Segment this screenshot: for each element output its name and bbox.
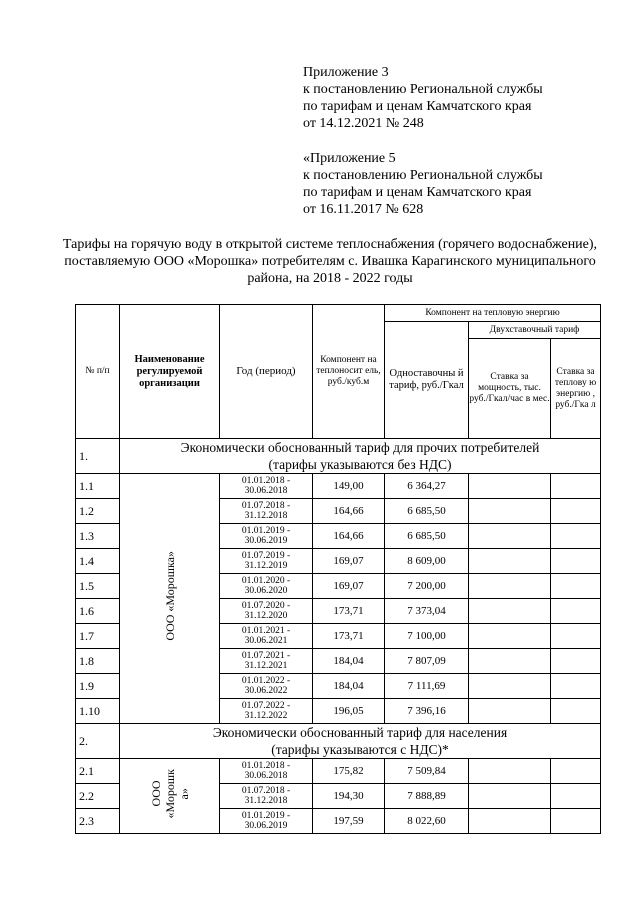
org-name: ООО «Морошка» — [162, 551, 177, 641]
single-rate-value: 6 364,27 — [385, 474, 469, 499]
row-num: 1.8 — [76, 649, 120, 674]
period-cell — [220, 499, 313, 524]
document-title: Тарифы на горячую воду в открытой системе теплоснабжения (горячего водоснабжение), поставляемую ООО «Морошка» потребителям с. Ивашка Карагинского муниципального района, на 2018 - 2022 годы — [62, 237, 598, 286]
org-name-cell — [120, 474, 220, 724]
period-cell — [220, 674, 313, 699]
capacity-rate-value — [469, 599, 551, 624]
carrier-value: 197,59 — [313, 809, 385, 834]
period-start: 01.01.2018 - — [241, 761, 291, 771]
section-num: 1. — [76, 439, 120, 474]
period-start: 01.01.2022 - — [241, 676, 291, 686]
period-end: 30.06.2019 — [244, 821, 288, 831]
appendix-line: по тарифам и ценам Камчатского края — [303, 185, 532, 200]
period-start: 01.01.2021 - — [241, 626, 291, 636]
appendix-line: к постановлению Региональной службы — [303, 168, 543, 183]
carrier-value: 184,04 — [313, 649, 385, 674]
carrier-value: 194,30 — [313, 784, 385, 809]
carrier-value: 184,04 — [313, 674, 385, 699]
period-start: 01.01.2018 - — [241, 476, 291, 486]
carrier-value: 173,71 — [313, 624, 385, 649]
carrier-value: 169,07 — [313, 574, 385, 599]
table-row — [76, 759, 601, 784]
capacity-rate-value — [469, 499, 551, 524]
single-rate-value: 7 100,00 — [385, 624, 469, 649]
period-end: 30.06.2020 — [244, 586, 288, 596]
period-end: 30.06.2022 — [244, 686, 288, 696]
period-end: 31.12.2018 — [244, 511, 288, 521]
single-rate-value: 7 888,89 — [385, 784, 469, 809]
period-cell — [220, 784, 313, 809]
section-title-line: Экономически обоснованный тариф для прочих потребителей — [180, 440, 540, 455]
row-num: 1.6 — [76, 599, 120, 624]
appendix-original — [303, 150, 543, 218]
period-end: 31.12.2022 — [244, 711, 288, 721]
row-num: 1.3 — [76, 524, 120, 549]
row-num: 1.1 — [76, 474, 120, 499]
single-rate-value: 7 111,69 — [385, 674, 469, 699]
energy-rate-value — [551, 759, 601, 784]
org-name-line: ООО — [148, 780, 163, 807]
period-start: 01.01.2019 - — [241, 811, 291, 821]
period-cell — [220, 549, 313, 574]
period-start: 01.07.2020 - — [241, 601, 291, 611]
carrier-value: 164,66 — [313, 524, 385, 549]
period-end: 30.06.2021 — [244, 636, 288, 646]
capacity-rate-value — [469, 549, 551, 574]
appendix-line: к постановлению Региональной службы — [303, 82, 543, 97]
period-end: 31.12.2020 — [244, 611, 288, 621]
carrier-value: 173,71 — [313, 599, 385, 624]
org-name-line: «Морошк — [162, 768, 177, 819]
capacity-rate-value — [469, 524, 551, 549]
org-name-cell — [120, 759, 220, 834]
capacity-rate-value — [469, 784, 551, 809]
row-num: 2.3 — [76, 809, 120, 834]
appendix-line: «Приложение 5 — [303, 151, 396, 166]
period-start: 01.07.2018 - — [241, 501, 291, 511]
appendix-current — [303, 64, 543, 132]
energy-rate-value — [551, 809, 601, 834]
period-end: 30.06.2018 — [244, 771, 288, 781]
row-num: 1.7 — [76, 624, 120, 649]
carrier-value: 175,82 — [313, 759, 385, 784]
period-end: 31.12.2019 — [244, 561, 288, 571]
period-start: 01.01.2020 - — [241, 576, 291, 586]
header-num: № п/п — [76, 305, 120, 439]
period-cell — [220, 624, 313, 649]
single-rate-value: 7 807,09 — [385, 649, 469, 674]
period-cell — [220, 474, 313, 499]
table-row — [76, 474, 601, 499]
row-num: 1.4 — [76, 549, 120, 574]
carrier-value: 196,05 — [313, 699, 385, 724]
period-cell — [220, 759, 313, 784]
capacity-rate-value — [469, 474, 551, 499]
single-rate-value: 8 022,60 — [385, 809, 469, 834]
period-end: 31.12.2021 — [244, 661, 288, 671]
header-dual: Двухставочный тариф — [469, 322, 601, 339]
carrier-value: 169,07 — [313, 549, 385, 574]
energy-rate-value — [551, 599, 601, 624]
period-cell — [220, 649, 313, 674]
single-rate-value: 7 373,04 — [385, 599, 469, 624]
appendix-line: от 14.12.2021 № 248 — [303, 116, 424, 131]
section-title — [120, 439, 601, 474]
energy-rate-value — [551, 499, 601, 524]
energy-rate-value — [551, 784, 601, 809]
single-rate-value: 7 200,00 — [385, 574, 469, 599]
energy-rate-value — [551, 624, 601, 649]
period-start: 01.07.2022 - — [241, 701, 291, 711]
single-rate-value: 8 609,00 — [385, 549, 469, 574]
header-org: Наименование регулируемой организации — [120, 305, 220, 439]
header-capacity: Ставка за мощность, тыс. руб./Гкал/час в мес. — [469, 339, 551, 439]
section-title — [120, 724, 601, 759]
capacity-rate-value — [469, 759, 551, 784]
period-cell — [220, 809, 313, 834]
period-cell — [220, 574, 313, 599]
period-start: 01.07.2019 - — [241, 551, 291, 561]
capacity-rate-value — [469, 809, 551, 834]
energy-rate-value — [551, 524, 601, 549]
single-rate-value: 7 396,16 — [385, 699, 469, 724]
appendix-line: по тарифам и ценам Камчатского края — [303, 99, 532, 114]
single-rate-value: 6 685,50 — [385, 499, 469, 524]
energy-rate-value — [551, 649, 601, 674]
single-rate-value: 7 509,84 — [385, 759, 469, 784]
period-cell — [220, 599, 313, 624]
appendix-line: от 16.11.2017 № 628 — [303, 202, 424, 217]
period-end: 30.06.2019 — [244, 536, 288, 546]
row-num: 1.9 — [76, 674, 120, 699]
section-row — [76, 439, 601, 474]
section-title-line: Экономически обоснованный тариф для населения — [212, 725, 508, 740]
energy-rate-value — [551, 699, 601, 724]
period-end: 31.12.2018 — [244, 796, 288, 806]
org-name — [149, 769, 191, 818]
section-num: 2. — [76, 724, 120, 759]
period-start: 01.01.2019 - — [241, 526, 291, 536]
energy-rate-value — [551, 549, 601, 574]
org-name-line: а» — [176, 787, 191, 800]
section-row — [76, 724, 601, 759]
capacity-rate-value — [469, 699, 551, 724]
tariff-table — [75, 304, 601, 834]
period-start: 01.07.2021 - — [241, 651, 291, 661]
capacity-rate-value — [469, 574, 551, 599]
row-num: 2.1 — [76, 759, 120, 784]
section-title-line: (тарифы указываются с НДС)* — [271, 742, 449, 757]
period-end: 30.06.2018 — [244, 486, 288, 496]
row-num: 1.5 — [76, 574, 120, 599]
energy-rate-value — [551, 674, 601, 699]
energy-rate-value — [551, 474, 601, 499]
carrier-value: 149,00 — [313, 474, 385, 499]
header-period: Год (период) — [220, 305, 313, 439]
single-rate-value: 6 685,50 — [385, 524, 469, 549]
section-title-line: (тарифы указываются без НДС) — [268, 457, 452, 472]
period-cell — [220, 524, 313, 549]
row-num: 2.2 — [76, 784, 120, 809]
header-single: Одноставочны й тариф, руб./Гкал — [385, 322, 469, 439]
appendix-line: Приложение 3 — [303, 65, 389, 80]
header-thermal: Компонент на тепловую энергию — [385, 305, 601, 322]
header-energy: Ставка за теплову ю энергию , руб./Гка л — [551, 339, 601, 439]
carrier-value: 164,66 — [313, 499, 385, 524]
row-num: 1.10 — [76, 699, 120, 724]
energy-rate-value — [551, 574, 601, 599]
row-num: 1.2 — [76, 499, 120, 524]
period-cell — [220, 699, 313, 724]
header-carrier: Компонент на теплоносит ель, руб./куб.м — [313, 305, 385, 439]
period-start: 01.07.2018 - — [241, 786, 291, 796]
capacity-rate-value — [469, 649, 551, 674]
capacity-rate-value — [469, 624, 551, 649]
capacity-rate-value — [469, 674, 551, 699]
